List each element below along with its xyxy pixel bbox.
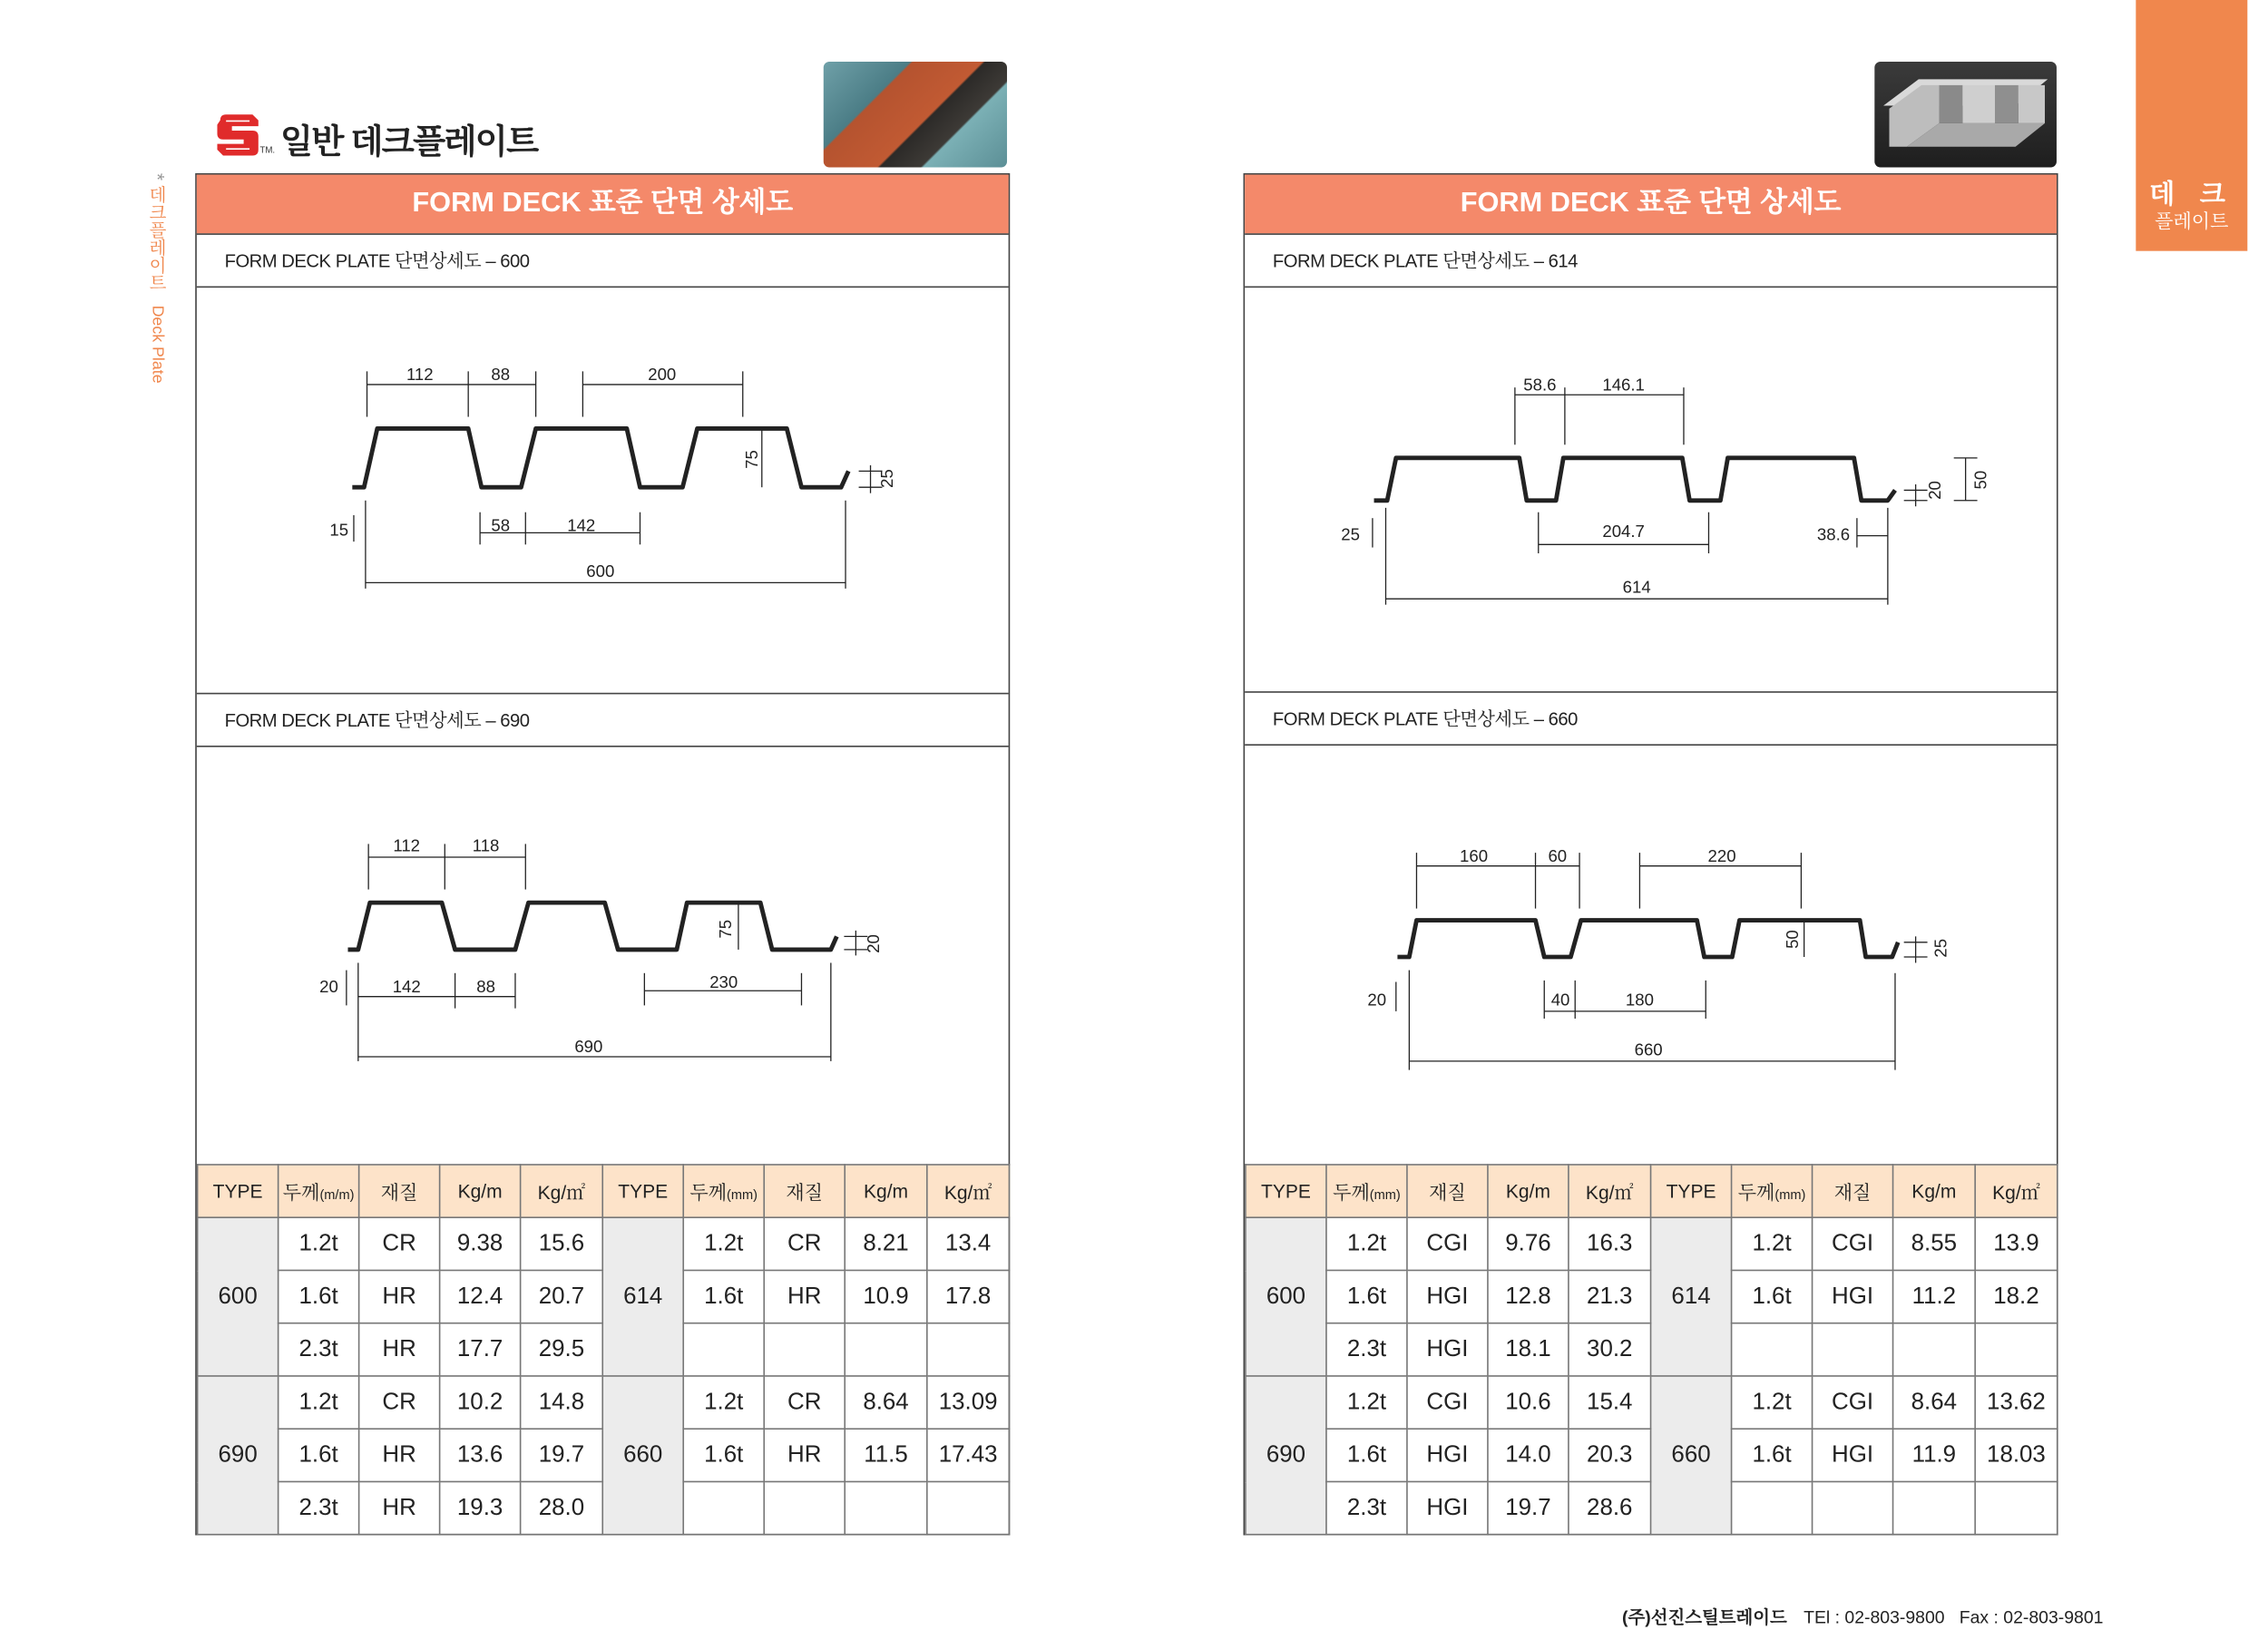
trademark-text: TM. [259, 146, 276, 156]
table-cell: HR [764, 1270, 845, 1323]
table-cell [927, 1323, 1010, 1376]
table-cell [1732, 1481, 1813, 1534]
header-kg-per-m: Kg/m [440, 1165, 521, 1217]
deck-photo-right [1874, 62, 2057, 168]
table-cell: 28.6 [1569, 1481, 1651, 1534]
section-title-690: FORM DECK PLATE 단면상세도 – 690 [197, 693, 1009, 747]
table-cell: 14.8 [521, 1376, 603, 1429]
table-cell: CGI [1407, 1217, 1488, 1270]
table-cell: 11.9 [1893, 1429, 1976, 1481]
dim-690-mid1: 142 [392, 976, 421, 996]
table-cell: 1.6t [683, 1270, 764, 1323]
table-cell [1975, 1481, 2058, 1534]
table-cell: CGI [1813, 1217, 1893, 1270]
dim-600-total: 600 [586, 561, 615, 581]
table-cell: 8.64 [845, 1376, 927, 1429]
right-spec-table [1245, 1164, 2058, 1535]
brand-s-icon [214, 112, 261, 159]
deck-photo-left [824, 62, 1007, 168]
table-cell: 1.6t [1732, 1270, 1813, 1323]
table-cell: 9.38 [440, 1217, 521, 1270]
header-kg-per-m: Kg/m [845, 1165, 927, 1217]
table-cell: 1.2t [1732, 1376, 1813, 1429]
table-cell: 16.3 [1569, 1217, 1651, 1270]
table-cell: 1.6t [1326, 1270, 1407, 1323]
table-cell: 18.1 [1488, 1323, 1569, 1376]
table-cell: HR [359, 1323, 440, 1376]
dim-614-right: 38.6 [1816, 524, 1851, 544]
table-cell: 14.0 [1488, 1429, 1569, 1481]
table-cell: CR [764, 1217, 845, 1270]
dim-614-mid: 204.7 [1602, 522, 1645, 542]
type-cell: 660 [1651, 1376, 1732, 1535]
dim-660-height: 50 [1783, 930, 1803, 949]
dim-690-right: 20 [864, 934, 884, 953]
type-cell: 660 [602, 1376, 683, 1535]
section-tab-line1: 데 크 [2149, 179, 2234, 209]
table-cell: 1.6t [1732, 1429, 1813, 1481]
table-header-row [1246, 1165, 2058, 1217]
type-cell: 600 [198, 1217, 279, 1376]
table-cell: 13.4 [927, 1217, 1010, 1270]
dim-660-top2: 60 [1548, 845, 1568, 865]
table-cell: 13.09 [927, 1376, 1010, 1429]
dim-600-height: 75 [741, 450, 761, 469]
table-cell [1732, 1323, 1813, 1376]
profile-drawing-690 [197, 748, 1009, 1164]
table-cell [845, 1481, 927, 1534]
header-kg-per-m: Kg/m [1893, 1165, 1976, 1217]
brand-logo [214, 112, 566, 161]
table-cell: CGI [1813, 1376, 1893, 1429]
table-cell [1813, 1323, 1893, 1376]
section-title-614: FORM DECK PLATE 단면상세도 – 614 [1245, 233, 2057, 288]
dim-600-right: 25 [876, 469, 896, 488]
table-cell: 13.62 [1975, 1376, 2058, 1429]
table-cell [1893, 1481, 1976, 1534]
header-material: 재질 [359, 1165, 440, 1217]
header-material: 재질 [1407, 1165, 1488, 1217]
table-cell: 20.7 [521, 1270, 603, 1323]
table-cell: 12.4 [440, 1270, 521, 1323]
footer-tel: TEl : 02-803-9800 [1804, 1606, 1945, 1628]
header-kg-per-m2: Kg/㎡ [1975, 1165, 2058, 1217]
side-label-ko: 데크플레이트 [146, 185, 168, 292]
table-cell: 13.9 [1975, 1217, 2058, 1270]
table-cell: 1.2t [1326, 1376, 1407, 1429]
dim-660-top1: 160 [1460, 845, 1489, 865]
table-cell [683, 1323, 764, 1376]
table-cell: 1.2t [1732, 1217, 1813, 1270]
left-panel [195, 173, 1010, 1536]
table-cell: 10.2 [440, 1376, 521, 1429]
table-cell: 19.3 [440, 1481, 521, 1534]
table-cell: 30.2 [1569, 1323, 1651, 1376]
table-cell: HR [764, 1429, 845, 1481]
dim-690-total: 690 [574, 1037, 603, 1057]
dim-600-top2: 88 [491, 365, 511, 385]
table-cell: 15.6 [521, 1217, 603, 1270]
table-cell: 2.3t [1326, 1323, 1407, 1376]
dim-690-top1: 112 [393, 835, 421, 855]
type-cell: 600 [1246, 1217, 1326, 1376]
table-cell [845, 1323, 927, 1376]
table-cell: HGI [1407, 1270, 1488, 1323]
dim-600-mid2: 142 [567, 515, 596, 535]
table-cell: 15.4 [1569, 1376, 1651, 1429]
table-cell: 28.0 [521, 1481, 603, 1534]
table-cell: 20.3 [1569, 1429, 1651, 1481]
table-cell: 1.6t [1326, 1429, 1407, 1481]
table-cell: 17.7 [440, 1323, 521, 1376]
dim-614-top1: 58.6 [1523, 375, 1557, 395]
table-cell: CR [359, 1376, 440, 1429]
table-cell: CR [359, 1217, 440, 1270]
table-cell: HGI [1407, 1323, 1488, 1376]
table-cell: HR [359, 1429, 440, 1481]
header-thickness: 두께(mm) [683, 1165, 764, 1217]
table-row [198, 1376, 1010, 1429]
table-cell: HGI [1407, 1481, 1488, 1534]
dim-614-total: 614 [1622, 577, 1651, 597]
table-cell: 1.2t [683, 1217, 764, 1270]
footer-contact [1622, 1605, 2103, 1630]
section-tab-line2: 플레이트 [2155, 210, 2229, 232]
header-material: 재질 [1813, 1165, 1893, 1217]
dim-614-top2: 146.1 [1602, 375, 1645, 395]
type-cell: 614 [602, 1217, 683, 1376]
table-cell: 10.6 [1488, 1376, 1569, 1429]
dim-600-top3: 200 [648, 365, 677, 385]
table-cell: CR [764, 1376, 845, 1429]
header-type: TYPE [1246, 1165, 1326, 1217]
dim-690-mid2: 88 [476, 976, 495, 996]
right-panel-title: FORM DECK 표준 단면 상세도 [1245, 175, 2057, 234]
table-cell: 1.6t [279, 1429, 359, 1481]
type-cell: 614 [1651, 1217, 1732, 1376]
dim-660-left: 20 [1367, 990, 1387, 1010]
table-cell: 12.8 [1488, 1270, 1569, 1323]
dim-614-h1: 20 [1925, 481, 1945, 500]
header-thickness: 두께(mm) [1732, 1165, 1813, 1217]
brand-title: 일반 데크플레이트 [280, 122, 538, 161]
footer-company: (주)선진스틸트레이드 [1622, 1606, 1787, 1628]
type-cell: 690 [198, 1376, 279, 1535]
table-cell: HR [359, 1270, 440, 1323]
table-cell: 17.43 [927, 1429, 1010, 1481]
table-cell [683, 1481, 764, 1534]
table-cell: HGI [1407, 1429, 1488, 1481]
table-cell: 2.3t [279, 1323, 359, 1376]
header-kg-per-m2: Kg/㎡ [927, 1165, 1010, 1217]
section-title-600: FORM DECK PLATE 단면상세도 – 600 [197, 233, 1009, 288]
dim-614-left: 25 [1341, 524, 1360, 544]
table-cell: 19.7 [1488, 1481, 1569, 1534]
table-cell [1975, 1323, 2058, 1376]
dim-660-mid2: 180 [1625, 990, 1654, 1010]
dim-660-total: 660 [1634, 1039, 1663, 1059]
dim-690-top2: 118 [472, 835, 500, 855]
section-title-660: FORM DECK PLATE 단면상세도 – 660 [1245, 691, 2057, 746]
table-cell: 9.76 [1488, 1217, 1569, 1270]
left-panel-title: FORM DECK 표준 단면 상세도 [197, 175, 1009, 234]
dim-690-mid3: 230 [709, 971, 738, 991]
left-spec-table [197, 1164, 1010, 1535]
table-cell: 17.8 [927, 1270, 1010, 1323]
table-cell: 8.55 [1893, 1217, 1976, 1270]
right-panel [1244, 173, 2058, 1536]
header-type: TYPE [602, 1165, 683, 1217]
dim-614-h2: 50 [1970, 470, 1990, 490]
header-kg-per-m2: Kg/㎡ [521, 1165, 603, 1217]
header-type: TYPE [1651, 1165, 1732, 1217]
table-cell [1813, 1481, 1893, 1534]
table-cell: 21.3 [1569, 1270, 1651, 1323]
table-cell: 11.5 [845, 1429, 927, 1481]
table-cell [764, 1323, 845, 1376]
header-material: 재질 [764, 1165, 845, 1217]
table-header-row [198, 1165, 1010, 1217]
table-cell: 8.64 [1893, 1376, 1976, 1429]
dim-660-top3: 220 [1707, 845, 1736, 865]
table-cell [764, 1481, 845, 1534]
table-row [198, 1217, 1010, 1270]
table-cell: HR [359, 1481, 440, 1534]
table-cell: 1.2t [279, 1376, 359, 1429]
table-cell: HGI [1813, 1270, 1893, 1323]
table-cell: 1.2t [1326, 1217, 1407, 1270]
type-cell: 690 [1246, 1376, 1326, 1535]
deck-3d-image [1874, 62, 2057, 168]
table-row [1246, 1217, 2058, 1270]
side-star: * [146, 172, 170, 181]
table-row [1246, 1376, 2058, 1429]
table-cell: 1.6t [683, 1429, 764, 1481]
table-cell: 19.7 [521, 1429, 603, 1481]
header-kg-per-m2: Kg/㎡ [1569, 1165, 1651, 1217]
dim-660-right: 25 [1931, 938, 1950, 958]
header-thickness: 두께(mm) [1326, 1165, 1407, 1217]
table-cell: 18.03 [1975, 1429, 2058, 1481]
vertical-side-label [141, 173, 170, 383]
table-cell: 1.2t [279, 1217, 359, 1270]
profile-drawing-600 [197, 289, 1009, 693]
dim-660-mid1: 40 [1550, 990, 1570, 1010]
table-cell [1893, 1323, 1976, 1376]
table-cell: 10.9 [845, 1270, 927, 1323]
dim-690-height: 75 [715, 919, 735, 939]
table-cell: 2.3t [279, 1481, 359, 1534]
header-kg-per-m: Kg/m [1488, 1165, 1569, 1217]
dim-600-left: 15 [329, 520, 349, 540]
table-cell: 1.2t [683, 1376, 764, 1429]
table-cell: HGI [1813, 1429, 1893, 1481]
dim-600-mid1: 58 [491, 515, 511, 535]
profile-drawing-614 [1245, 289, 2057, 693]
profile-drawing-660 [1245, 747, 2057, 1165]
dim-600-top1: 112 [406, 365, 434, 385]
header-type: TYPE [198, 1165, 279, 1217]
header-thickness: 두께(m/m) [279, 1165, 359, 1217]
section-tab [2136, 0, 2247, 251]
table-cell: 29.5 [521, 1323, 603, 1376]
table-cell: 8.21 [845, 1217, 927, 1270]
table-cell: CGI [1407, 1376, 1488, 1429]
table-cell [927, 1481, 1010, 1534]
side-label-en: Deck Plate [148, 305, 166, 384]
footer-fax: Fax : 02-803-9801 [1959, 1606, 2104, 1628]
table-cell: 13.6 [440, 1429, 521, 1481]
table-cell: 2.3t [1326, 1481, 1407, 1534]
table-cell: 1.6t [279, 1270, 359, 1323]
table-cell: 18.2 [1975, 1270, 2058, 1323]
table-cell: 11.2 [1893, 1270, 1976, 1323]
dim-690-left: 20 [319, 976, 338, 996]
